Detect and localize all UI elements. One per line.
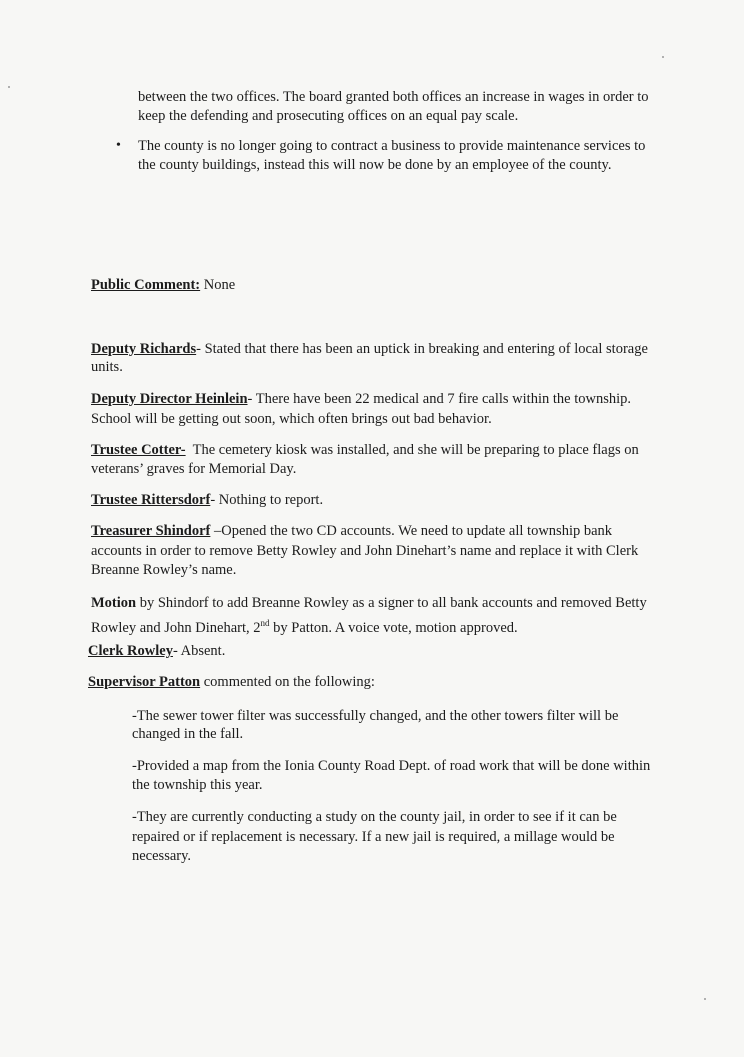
motion-line-2 — [91, 614, 518, 638]
trustee-cotter-label: Trustee Cotter- — [91, 442, 186, 458]
clerk-label: Clerk Rowley — [88, 643, 173, 659]
motion-label: Motion — [91, 595, 137, 611]
public-comment-label: Public Comment: — [91, 277, 201, 293]
motion-ordinal: nd — [260, 618, 270, 628]
deputy-richards-line-1 — [91, 340, 648, 359]
clerk-line — [88, 642, 225, 661]
trustee-rittersdorf-line — [91, 491, 323, 510]
treasurer-text: –Opened the two CD accounts. We need to update all township bank — [210, 523, 613, 539]
motion-text: by Shindorf to add Breanne Rowley as a signer to all bank accounts and removed Betty — [136, 595, 647, 611]
intro-line-1: between the two offices. The board granted both offices an increase in wages in order to — [138, 89, 649, 105]
public-comment — [91, 276, 235, 295]
public-comment-text: None — [200, 277, 236, 293]
trustee-cotter-text: The cemetery kiosk was installed, and she will be preparing to place flags on — [185, 442, 639, 458]
trustee-rittersdorf-label: Trustee Rittersdorf — [91, 492, 211, 508]
supervisor-item-2-line-1: -Provided a map from the Ionia County Road Dept. of road work that will be done within — [132, 758, 651, 774]
supervisor-item-2-line-2: the township this year. — [132, 777, 263, 793]
clerk-text: - Absent. — [172, 643, 226, 659]
supervisor-text: commented on the following: — [200, 674, 375, 690]
supervisor-item-1-line-2: changed in the fall. — [132, 726, 244, 742]
supervisor-label: Supervisor Patton — [88, 674, 201, 690]
trustee-rittersdorf-text: - Nothing to report. — [210, 492, 324, 508]
treasurer-line-2: accounts in order to remove Betty Rowley and John Dinehart’s name and replace it with Clerk — [91, 543, 639, 559]
bullet-line-2: the county buildings, instead this will now be done by an employee of the county. — [138, 157, 612, 173]
scan-speck — [8, 86, 10, 88]
supervisor-line — [88, 673, 375, 692]
deputy-director-line-1 — [91, 390, 631, 409]
trustee-cotter-line-1 — [91, 441, 639, 460]
scan-speck — [662, 56, 664, 58]
motion-text-2b: by Patton. A voice vote, motion approved. — [269, 619, 518, 636]
supervisor-item-1-line-1: -The sewer tower filter was successfully changed, and the other towers filter will be — [132, 708, 619, 724]
motion-text-2a: Rowley and John Dinehart, 2 — [91, 619, 261, 636]
deputy-richards-label: Deputy Richards — [91, 341, 197, 357]
treasurer-line-1 — [91, 522, 612, 541]
supervisor-item-3-line-1: -They are currently conducting a study on the county jail, in order to see if it can be — [132, 809, 617, 825]
intro-line-2: keep the defending and prosecuting offices on an equal pay scale. — [138, 108, 519, 124]
treasurer-label: Treasurer Shindorf — [91, 523, 211, 539]
deputy-director-text: - There have been 22 medical and 7 fire calls within the township. — [247, 391, 631, 407]
supervisor-item-3-line-3: necessary. — [132, 848, 192, 864]
deputy-director-line-2: School will be getting out soon, which often brings out bad behavior. — [91, 411, 492, 427]
motion-line-1 — [91, 594, 647, 613]
deputy-richards-text: - Stated that there has been an uptick in breaking and entering of local storage — [196, 341, 648, 357]
trustee-cotter-line-2: veterans’ graves for Memorial Day. — [91, 461, 297, 477]
deputy-richards-line-2: units. — [91, 359, 123, 375]
supervisor-item-3-line-2: repaired or if replacement is necessary. If a new jail is required, a millage would be — [132, 829, 615, 845]
deputy-director-label: Deputy Director Heinlein — [91, 391, 248, 407]
treasurer-line-3: Breanne Rowley’s name. — [91, 562, 237, 578]
scan-speck — [704, 998, 706, 1000]
bullet-icon: • — [116, 138, 121, 153]
bullet-line-1: The county is no longer going to contract a business to provide maintenance services to — [138, 138, 646, 154]
